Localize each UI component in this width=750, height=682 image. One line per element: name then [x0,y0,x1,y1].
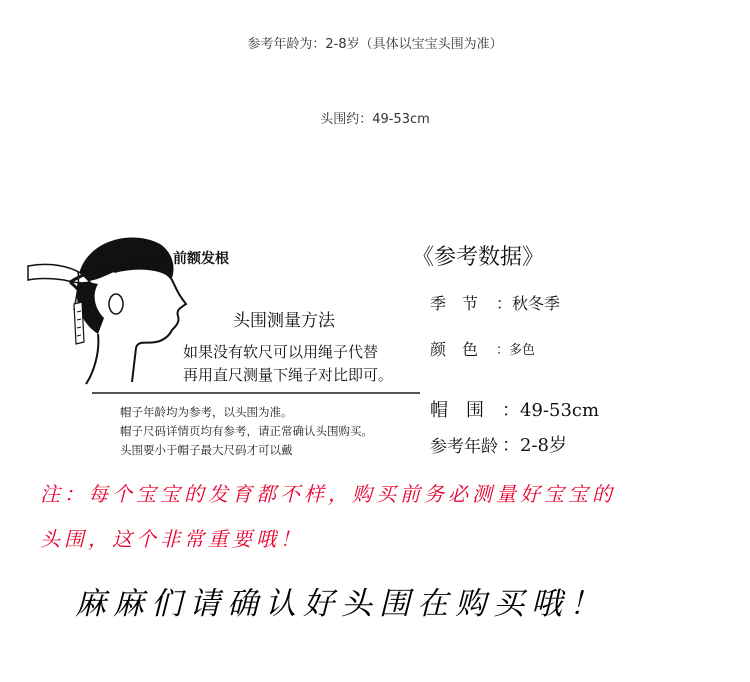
method-line: 如果没有软尺可以用绳子代替 [183,343,379,361]
reference-data-title: 《参考数据》 [412,245,545,270]
age-reference-note: 参考年龄为：2-8岁（具体以宝宝头围为准） [247,37,503,52]
spec-label-season: 季 节 [430,294,479,313]
method-line: 再用直尺测量下绳子对比即可。 [183,366,394,384]
spec-value-season: ：秋冬季 [496,294,561,313]
head-circumference-note: 头围约：49-53cm [320,112,430,127]
spec-label-color: 颜 色 [430,340,479,359]
spec-value-age: ：2-8岁 [502,435,567,456]
measurement-warning-line: 注：每个宝宝的发育都不样，购买前务必测量好宝宝的 [40,482,616,506]
confirm-head-size-message: 麻麻们请确认好头围在购买哦！ [75,586,607,622]
head-measurement-illustration [20,222,420,387]
measurement-method-title: 头围测量方法 [233,311,335,331]
spec-label-age: 参考年龄 [430,437,498,457]
spec-label-hat-size: 帽 围 [430,400,484,421]
spec-value-color: ：多色 [496,343,536,358]
measurement-warning-line: 头围，这个非常重要哦！ [40,527,304,551]
forehead-hairline-label: 前额发根 [173,251,229,267]
spec-value-hat-size: ：49-53cm [502,400,600,421]
size-note: 帽子尺码详情页均有参考，请正常确认头围购买。 [120,424,373,438]
size-note: 帽子年龄均为参考，以头围为准。 [120,405,293,419]
divider-rule [92,392,420,394]
size-note: 头围要小于帽子最大尺码才可以戴 [120,443,293,457]
